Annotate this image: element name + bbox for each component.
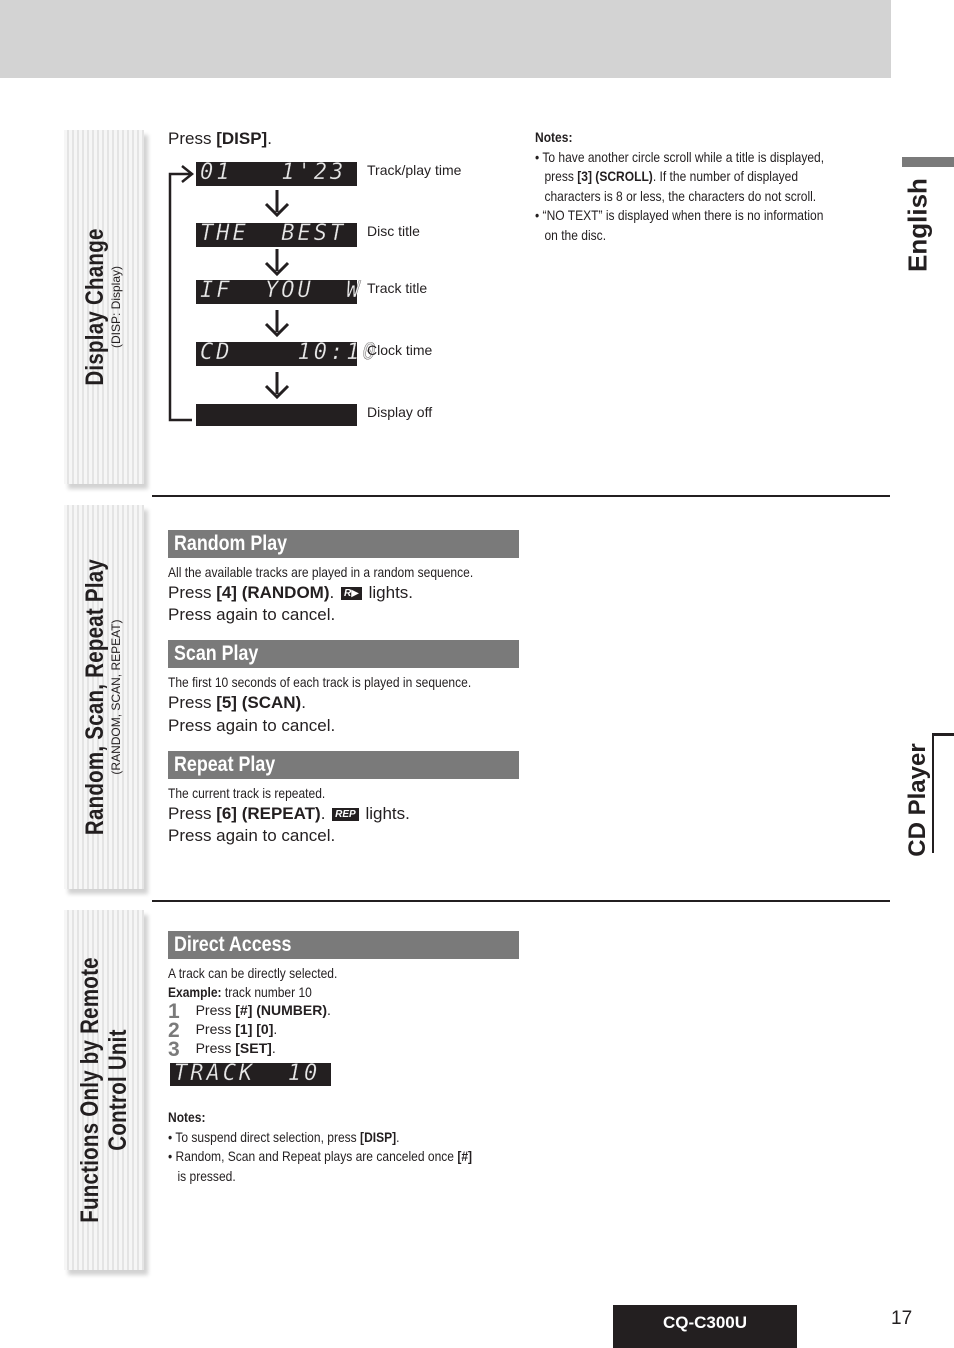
notes-title: Notes: [535,129,573,145]
press-suffix: . [267,129,272,148]
arrow-down-icon [266,249,288,274]
section-divider [152,900,890,902]
note-text: • To suspend direct selection, press [168,1128,361,1145]
repeat-description: The current track is repeated. [168,785,326,801]
step-post: . [273,1021,278,1037]
lcd-track-10: TRACK 10 [170,1063,331,1086]
step-post: . [271,1040,276,1056]
step-text [196,1002,331,1018]
arrow-down-icon [266,372,288,397]
top-header-band [0,0,891,78]
step-pre: Press [195,1040,236,1056]
heading-random-play [168,530,519,558]
section-subtitle: (RANDOM, SCAN, REPEAT) [109,619,123,775]
random-press-instruction: Press [4] (RANDOM). R▶ lights. [168,583,414,602]
section-title-line: Functions Only by Remote [76,957,104,1223]
repeat-indicator-icon: REP [332,808,359,821]
side-tab-remote-functions [64,910,144,1270]
section-title-display-change [81,211,123,403]
random-cancel-instruction: Press again to cancel. [168,605,336,624]
scan-description: The first 10 seconds of each track is played in sequence. [168,674,472,690]
step-text [196,1040,276,1056]
arrow-down-icon [266,310,288,335]
direct-access-notes [168,1108,472,1186]
press-disp-instruction [168,129,272,149]
heading-text: Direct Access [174,933,292,956]
label-display-off: Display off [367,404,433,420]
note-line: • To have another circle scroll while a title is displayed, [535,148,825,165]
key-1-0: [1] [0] [235,1021,274,1037]
key-scan: [5] (SCAN) [216,693,302,712]
lcd-clock-time: CD 10:10 [196,342,357,366]
section-title: Display Change [81,228,109,386]
label-track-play-time: Track/play time [367,162,462,178]
press-prefix: Press [168,583,217,602]
lcd-track-play-time: 01 1'23 [196,162,357,186]
section-title: Random, Scan, Repeat Play [81,558,109,836]
heading-scan-play [168,640,519,668]
note-line [168,1147,472,1167]
step-post: . [327,1002,331,1018]
lcd-display-off [196,404,357,426]
notes-title: Notes: [168,1109,206,1125]
repeat-cancel-instruction: Press again to cancel. [168,826,336,845]
section-tab-marker [932,733,954,736]
heading-text: Scan Play [174,642,259,665]
direct-access-example [168,984,312,1000]
lights-text: lights. [368,583,414,602]
note-text: . [396,1128,400,1145]
step-3 [168,1038,276,1062]
side-tab-random-scan-repeat [64,505,144,889]
lcd-track-title: IF YOU W [196,280,357,304]
step-pre: Press [195,1021,236,1037]
display-notes [535,128,824,245]
step-number: 1 [168,1000,180,1023]
section-title-remote-functions [76,928,132,1252]
note-line: characters is 8 or less, the characters do not scroll. [544,187,817,204]
section-tab-line [932,733,934,853]
key-repeat: [6] (REPEAT) [216,804,321,823]
label-clock-time: Clock time [367,342,433,358]
language-label: English [902,178,933,272]
press-prefix: Press [168,804,217,823]
repeat-press-instruction: Press [6] (REPEAT). REP lights. [168,804,410,823]
key-number: [#] (NUMBER) [235,1002,328,1018]
lcd-disc-title: THE BEST [196,223,357,247]
model-number-box: CQ-C300U [613,1305,797,1348]
arrow-down-icon [266,190,288,215]
key-disp: [DISP] [216,129,268,148]
press-prefix: Press [168,693,217,712]
note-line [168,1128,472,1148]
section-divider [152,495,890,497]
heading-repeat-play [168,751,519,779]
key-random: [4] (RANDOM) [216,583,330,602]
language-tab-marker [902,157,954,167]
note-text: press [544,168,578,184]
heading-text: Random Play [174,532,288,555]
section-title-random-scan-repeat [81,529,123,866]
step-number: 2 [168,1019,180,1042]
random-description: All the available tracks are played in a random sequence. [168,564,474,580]
press-prefix: Press [168,129,217,148]
key-scroll: [3] (SCROLL) [577,168,653,184]
note-text: . If the number of displayed [652,168,799,184]
label-disc-title: Disc title [367,223,420,239]
heading-text: Repeat Play [174,753,276,776]
loop-line [170,174,192,420]
note-line [535,167,824,187]
example-text: track number 10 [221,984,312,1000]
scan-cancel-instruction: Press again to cancel. [168,716,336,735]
key-hash: [#] [457,1148,473,1164]
heading-direct-access [168,931,519,959]
lights-text: lights. [365,804,410,823]
section-label: CD Player [904,743,931,857]
direct-access-description: A track can be directly selected. [168,965,338,981]
step-pre: Press [195,1002,236,1018]
example-label: Example: [168,984,222,1000]
note-line: • “NO TEXT” is displayed when there is no information [535,207,824,223]
page-number: 17 [891,1308,913,1329]
note-text: • Random, Scan and Repeat plays are canceled once [168,1148,458,1164]
press-suffix: . [301,693,306,712]
step-number: 3 [168,1038,180,1061]
note-line: on the disc. [544,226,607,243]
key-set: [SET] [235,1040,272,1056]
random-indicator-icon: R▶ [341,587,362,600]
note-line: is pressed. [177,1167,236,1184]
side-tab-display-change [64,130,144,484]
section-title-line: Control Unit [104,1029,132,1151]
key-disp: [DISP] [360,1128,397,1145]
section-subtitle: (DISP: Display) [109,266,123,349]
label-track-title: Track title [367,280,428,296]
step-text [196,1021,278,1037]
scan-press-instruction [168,693,306,713]
